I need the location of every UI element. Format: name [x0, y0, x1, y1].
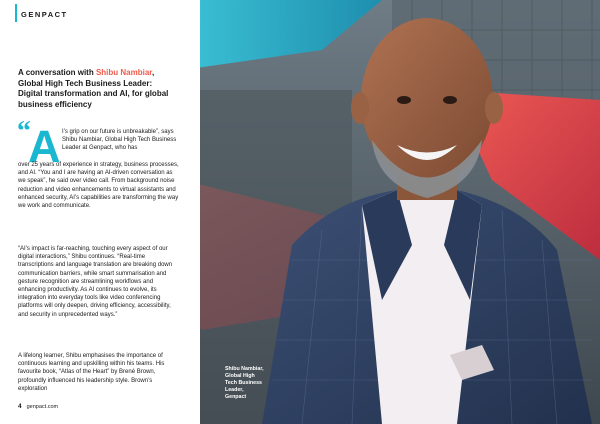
photo-caption	[225, 366, 269, 401]
page-footer	[18, 403, 58, 410]
heading-prefix: A conversation with	[18, 68, 96, 77]
paragraph-2: “AI’s impact is far-reaching, touching every aspect of our digital interactions,” Shibu continues. “Real-time transcriptions and language translation are breaking down communication barriers, while smart summarisation and gesture recognition are streamlining workflows and enhancing productivity. As AI continues to evolve, its integration into everyday tools like video conferencing platforms will only deepen, driving efficiency, accessibility, and security in unprecedented ways.”	[18, 246, 173, 318]
ear-right	[485, 92, 503, 124]
heading-suffix: , Global High Tech Business Leader: Digital transformation and AI, for global business efficiency	[18, 68, 169, 109]
caption-line-1: Shibu Nambiar,	[225, 366, 264, 372]
heading-name: Shibu Nambiar	[95, 68, 152, 77]
portrait-photo	[182, 0, 600, 424]
caption-line-2: Global High	[225, 373, 255, 379]
dropcap-letter: A	[28, 121, 61, 172]
page-number: 4	[18, 403, 22, 410]
caption-line-5: Genpact	[225, 394, 247, 400]
footer-url: genpact.com	[26, 404, 59, 410]
portrait-illustration	[182, 0, 600, 424]
paragraph-3: A lifelong learner, Shibu emphasises the importance of continuous learning and upskilling within his teams. His favourite book, “Atlas of the Heart” by Brené Brown, profoundly influenced his leadership style. Brown’s exploration	[18, 353, 165, 392]
article-column	[0, 0, 200, 424]
paragraph-1-continued: over 25 years of experience in strategy, business processes, and AI. “You and I are having an AI-driven conversation as we speak”, he said over video call. From background noise reduction and video enhancements to virtual assistants and enhanced security, AI’s capabilities are transforming the way we work and communicate.	[18, 162, 179, 210]
article-heading	[18, 68, 178, 110]
eye-left	[397, 96, 411, 104]
brand-logo-text: GENPACT	[21, 10, 68, 19]
ear-left	[351, 92, 369, 124]
paragraph-1-lead: I’s grip on our future is unbreakable”, says Shibu Nambiar, Global High Tech Business Leader at Genpact, who has	[62, 129, 177, 152]
eye-right	[443, 96, 457, 104]
caption-line-3: Tech Business	[225, 380, 262, 386]
caption-line-4: Leader,	[225, 387, 244, 393]
brand-accent-bar	[15, 4, 17, 22]
dropcap-quote-mark: “	[17, 116, 31, 147]
